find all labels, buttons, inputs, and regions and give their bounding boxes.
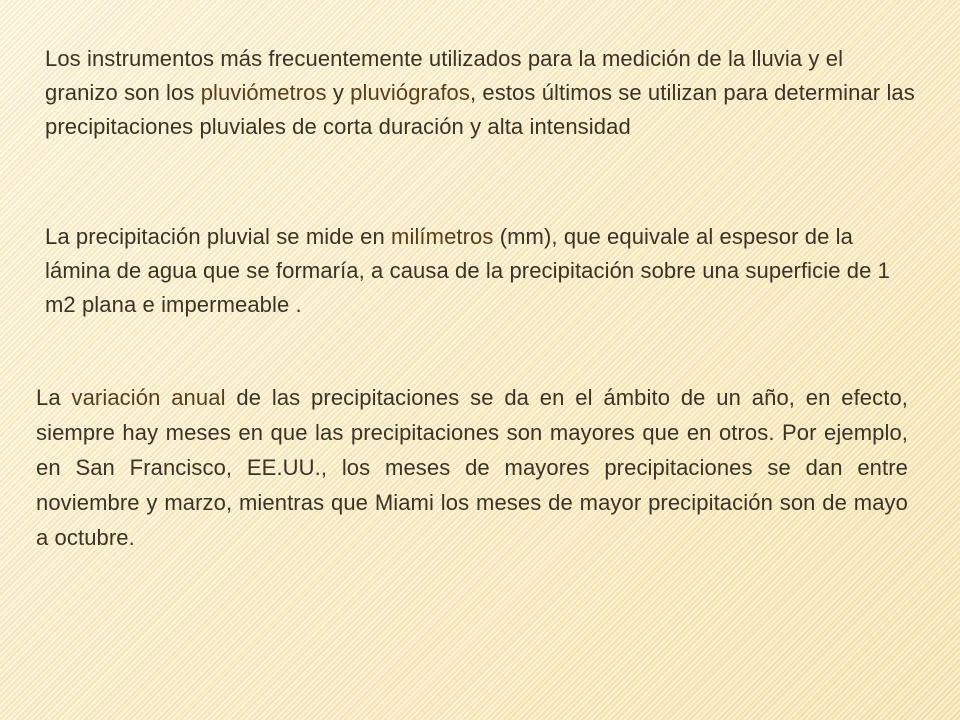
paragraph-instruments xyxy=(45,42,915,144)
paragraph-text: Los instrumentos más frecuentemente utilizados para la medición de la lluvia y el granizo son los xyxy=(45,46,844,105)
paragraph-text: , estos últimos se utilizan para determinar las precipitaciones pluviales de corta duración y alta intensidad xyxy=(45,80,915,139)
term-pluviografos: pluviógrafos xyxy=(350,80,470,105)
paragraph-text: , que equivale al espesor de la lámina de agua que se formaría, a causa de la precipitación sobre una superficie de 1 m2 plana e impermeable . xyxy=(45,224,891,317)
paragraph-annual-variation xyxy=(36,380,908,555)
term-pluviometros: pluviómetros xyxy=(200,80,327,105)
paragraph-text: (mm) xyxy=(493,224,552,249)
paragraph-text: y xyxy=(326,80,351,105)
paragraph-measurement xyxy=(45,220,915,322)
paragraph-text: La xyxy=(36,385,72,410)
term-milimetros: milímetros xyxy=(391,224,494,249)
paragraph-text: de las precipitaciones se da en el ámbito de un año, en efecto, siempre hay meses en que las precipitaciones son mayores que en otros. Por ejemplo, en San Francisco, EE.UU., los meses de mayores precipitaciones se dan entre noviembre y marzo, mientras que Miami los meses de mayor precipitación son de mayo a octubre. xyxy=(36,385,909,550)
paragraph-text: La precipitación pluvial se mide en xyxy=(45,224,392,249)
term-variacion-anual: variación anual xyxy=(71,385,226,410)
